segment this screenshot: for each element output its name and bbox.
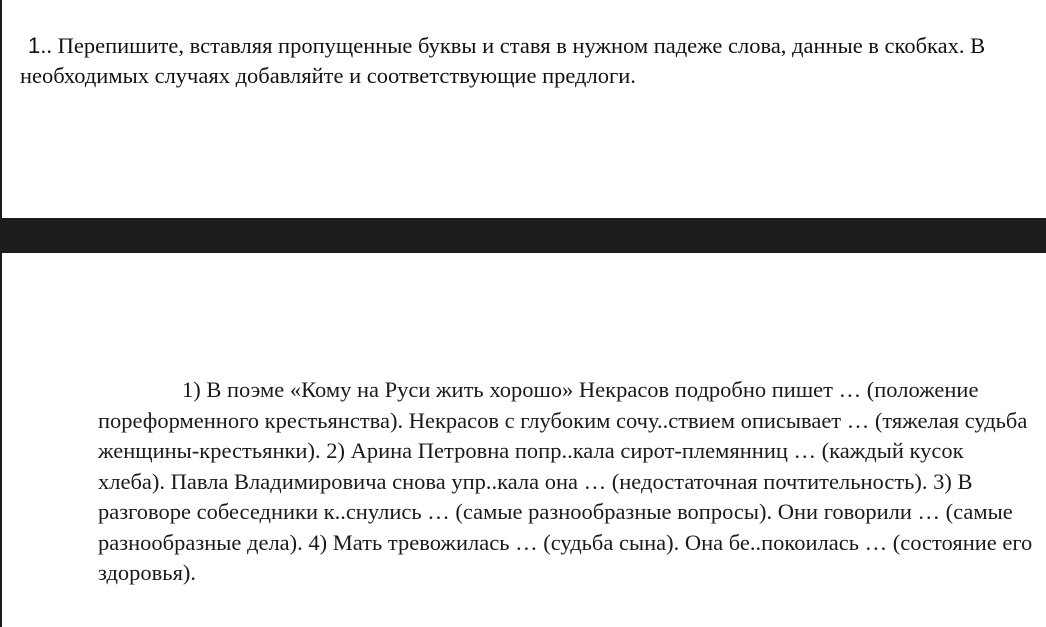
task-number: 1.	[28, 33, 47, 58]
exercise-text: 1) В поэме «Кому на Руси жить хорошо» Некрасов подробно пишет … (положение пореформенного крестьянства). Некрасов с глубоким сочу..ствием описывает … (тяжелая судьба женщины-крестьянки). 2) Арина Петровна попр..кала сирот-племянниц … (каждый кусок хлеба). Павла Владимировича снова упр..кала она … (недостаточная почтительность). 3) В разговоре собеседники к..снулись … (самые разнообразные вопросы). Они говорили … (самые разнообразные дела). 4) Мать тревожилась … (судьба сына). Она бе..покоилась … (состояние его здоровья).	[98, 377, 1033, 585]
exercise-panel	[2, 253, 1046, 627]
task-heading	[20, 31, 1040, 91]
task-instruction-panel	[2, 0, 1046, 218]
task-heading-text: . Перепишите, вставляя пропущенные буквы и ставя в нужном падеже слова, данные в скобках. В необходимых случаях добавляйте и соответствующие предлоги.	[20, 33, 986, 88]
separator-band	[0, 218, 1046, 253]
